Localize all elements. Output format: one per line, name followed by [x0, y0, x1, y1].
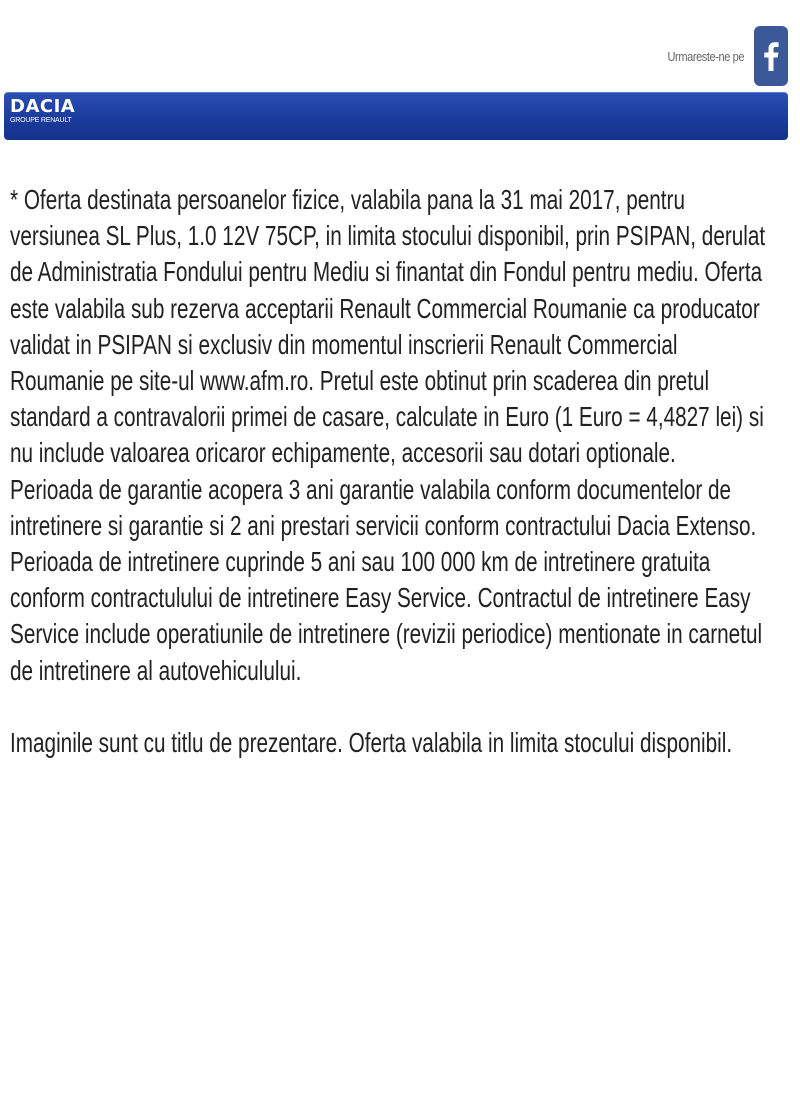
offer-paragraph: * Oferta destinata persoanelor fizice, valabila pana la 31 mai 2017, pentru versiunea SL Plus, 1.0 12V 75CP, in limita stocului disponibil, prin PSIPAN, derulat de Administratia Fondului pentru Mediu si finantat din Fondul pentru mediu. Oferta este valabila sub rezerva acceptarii Renault Commercial Roumanie ca producator validat in PSIPAN si exclusiv din momentul inscrierii Renault Commercial Roumanie pe site-ul www.afm.ro. Pretul este obtinut prin scaderea din pretul standard a contravalorii primei de casare, calculate in Euro (1 Euro = 4,4827 lei) si nu include valoarea oricaror echipamente, accesorii sau dotari optionale. [10, 184, 766, 469]
dacia-logo[interactable] [10, 98, 75, 124]
follow-label: Urmareste-ne pe [667, 48, 744, 64]
disclaimer-text [10, 182, 772, 761]
brand-subtitle: GROUPE RENAULT [10, 117, 72, 124]
brand-bar [4, 92, 788, 140]
facebook-button[interactable] [754, 26, 788, 86]
brand-name: DACIA [10, 96, 76, 117]
warranty-paragraph: Perioada de garantie acopera 3 ani garantie valabila conform documentelor de intretinere si garantie si 2 ani prestari servicii conform contractului Dacia Extenso. [10, 473, 757, 541]
social-follow [654, 26, 788, 86]
images-note-paragraph: Imaginile sunt cu titlu de prezentare. Oferta valabila in limita stocului disponibil. [10, 726, 733, 758]
facebook-icon [763, 41, 779, 71]
maintenance-paragraph: Perioada de intretinere cuprinde 5 ani sau 100 000 km de intretinere gratuita conform contractulului de intretinere Easy Service. Contractul de intretinere Easy Service include operatiunile de intretinere (revizii periodice) mentionate in carnetul de intretinere al autovehiculului. [10, 546, 763, 686]
